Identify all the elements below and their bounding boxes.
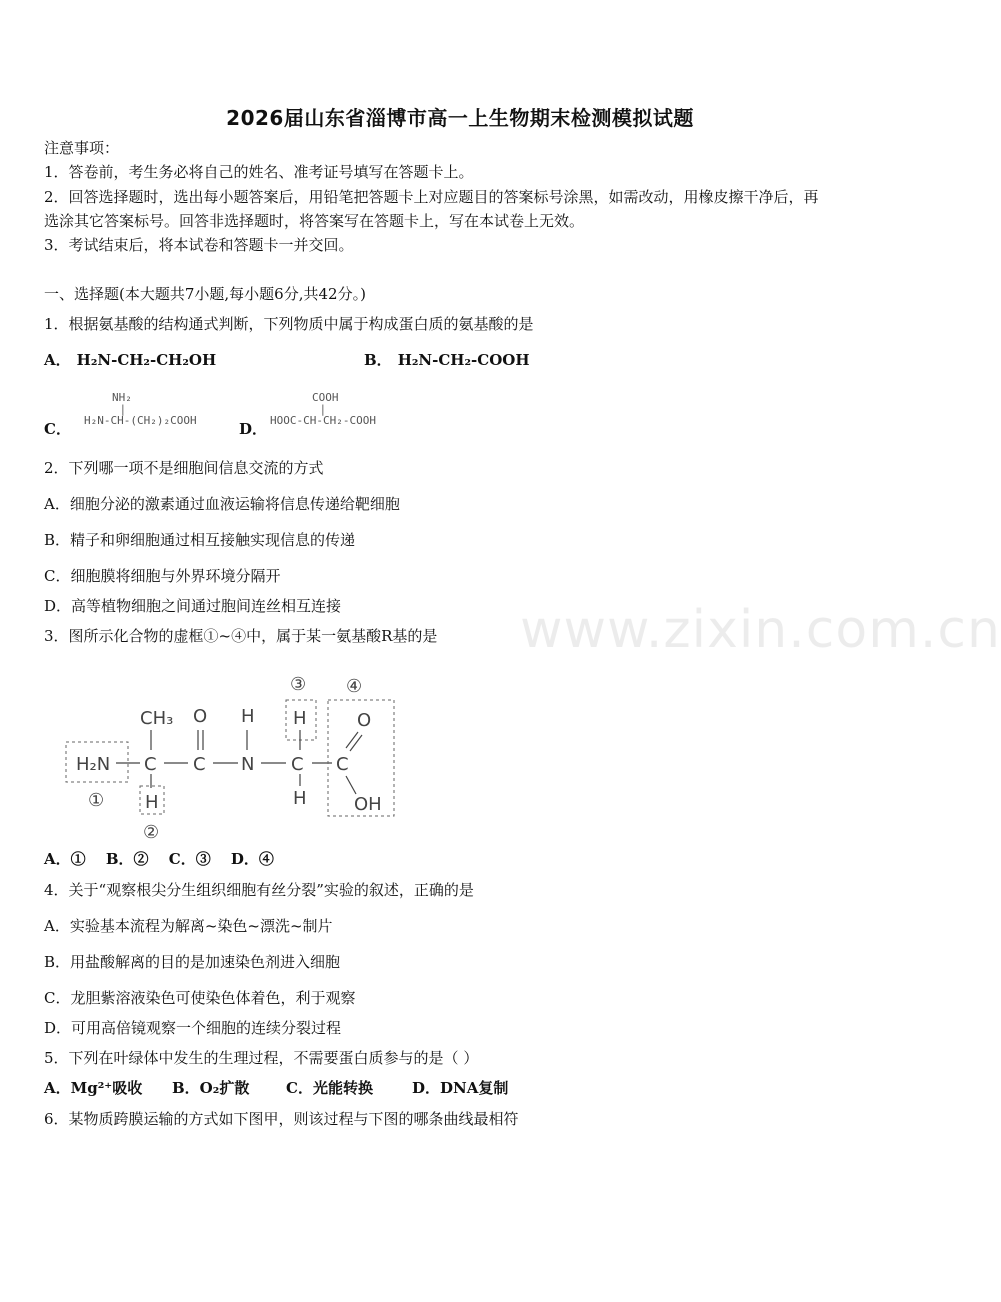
- h2n-label: H₂N: [76, 754, 111, 775]
- q1-c-top: NH₂: [112, 391, 132, 404]
- marker-2: ②: [143, 822, 160, 843]
- h-on-n: H: [241, 706, 255, 727]
- q2-option-d: D．高等植物细胞之间通过胞间连丝相互连接: [44, 597, 342, 615]
- q1-option-a: [44, 350, 216, 370]
- marker-3: ③: [290, 674, 307, 695]
- q3-options: A．① B．② C．③ D．④: [44, 850, 274, 868]
- notice-heading: 注意事项：: [44, 139, 120, 157]
- c-alpha2: C: [291, 754, 304, 775]
- q1-option-c-label: C．: [44, 420, 71, 438]
- page-title: 2026届山东省淄博市高一上生物期末检测模拟试题: [226, 106, 694, 130]
- h-bottom: H: [293, 788, 307, 809]
- q5-option-b: B．O₂扩散: [172, 1079, 250, 1097]
- q5-option-d: D．DNA复制: [412, 1079, 509, 1097]
- q1-b-text: H₂N-CH₂-COOH: [397, 351, 530, 369]
- bond-c4-oh: [346, 776, 356, 794]
- section-heading: 一、选择题(本大题共7小题,每小题6分,共42分。): [44, 285, 366, 303]
- q4-stem: 4．关于“观察根尖分生组织细胞有丝分裂”实验的叙述，正确的是: [44, 881, 474, 899]
- marker-4: ④: [346, 676, 363, 697]
- h-box3: H: [293, 708, 307, 729]
- q5-stem: 5．下列在叶绿体中发生的生理过程，不需要蛋白质参与的是（ ）: [44, 1049, 479, 1067]
- c-carboxyl: C: [336, 754, 349, 775]
- notice-item-2-cont: 选涂其它答案标号。回答非选择题时，将答案写在答题卡上，写在本试卷上无效。: [44, 212, 585, 230]
- oh-label: OH: [354, 794, 382, 815]
- q3-stem: 3．图所示化合物的虚框①~④中，属于某一氨基酸R基的是: [44, 627, 438, 645]
- q5-option-a: A．Mg²⁺吸收: [44, 1079, 143, 1097]
- q4-option-c: C．龙胆紫溶液染色可使染色体着色，利于观察: [44, 989, 356, 1007]
- notice-item-1: 1．答卷前，考生务必将自己的姓名、准考证号填写在答题卡上。: [44, 163, 474, 181]
- q1-d-top: COOH: [312, 391, 339, 404]
- q1-option-d-label: D．: [239, 420, 268, 438]
- q1-d-bond: |: [321, 403, 325, 416]
- q1-c-main: H₂N-CH-(CH₂)₂COOH: [84, 414, 197, 427]
- o-top: O: [193, 706, 208, 727]
- q1-stem: 1．根据氨基酸的结构通式判断，下列物质中属于构成蛋白质的氨基酸的是: [44, 315, 534, 333]
- q1-a-text: H₂N-CH₂-CH₂OH: [76, 351, 217, 369]
- n-label: N: [241, 754, 255, 775]
- notice-item-3: 3．考试结束后，将本试卷和答题卡一并交回。: [44, 236, 354, 254]
- q1-option-b: [364, 350, 530, 370]
- bond-c4-o-b: [350, 735, 362, 751]
- q4-option-a: A．实验基本流程为解离~染色~漂洗~制片: [44, 917, 333, 935]
- q2-option-c: C．细胞膜将细胞与外界环境分隔开: [44, 567, 281, 585]
- q1-a-label: A．: [44, 351, 71, 369]
- c-alpha1: C: [144, 754, 157, 775]
- ch3-label: CH₃: [140, 708, 174, 729]
- q6-stem: 6．某物质跨膜运输的方式如下图甲，则该过程与下图的哪条曲线最相符: [44, 1110, 519, 1128]
- q2-stem: 2．下列哪一项不是细胞间信息交流的方式: [44, 459, 324, 477]
- q1-b-label: B．: [364, 351, 392, 369]
- q3-peptide-diagram: [60, 672, 410, 844]
- q2-option-b: B．精子和卵细胞通过相互接触实现信息的传递: [44, 531, 356, 549]
- watermark: www.zixin.com.cn: [520, 600, 1001, 660]
- q4-option-d: D．可用高倍镜观察一个细胞的连续分裂过程: [44, 1019, 342, 1037]
- notice-item-2: 2．回答选择题时，选出每小题答案后，用铅笔把答题卡上对应题目的答案标号涂黑，如需改动，用橡皮擦干净后，再: [44, 188, 819, 206]
- marker-1: ①: [88, 790, 105, 811]
- bond-c4-o-a: [346, 732, 358, 748]
- q2-option-a: A．细胞分泌的激素通过血液运输将信息传递给靶细胞: [44, 495, 400, 513]
- q4-option-b: B．用盐酸解离的目的是加速染色剂进入细胞: [44, 953, 341, 971]
- q5-option-c: C．光能转换: [286, 1079, 373, 1097]
- c-carbonyl: C: [193, 754, 206, 775]
- q1-c-bond: |: [121, 403, 125, 416]
- q1-d-main: HOOC-CH-CH₂-COOH: [270, 414, 376, 427]
- h-box2: H: [145, 792, 159, 813]
- o-box4: O: [357, 710, 372, 731]
